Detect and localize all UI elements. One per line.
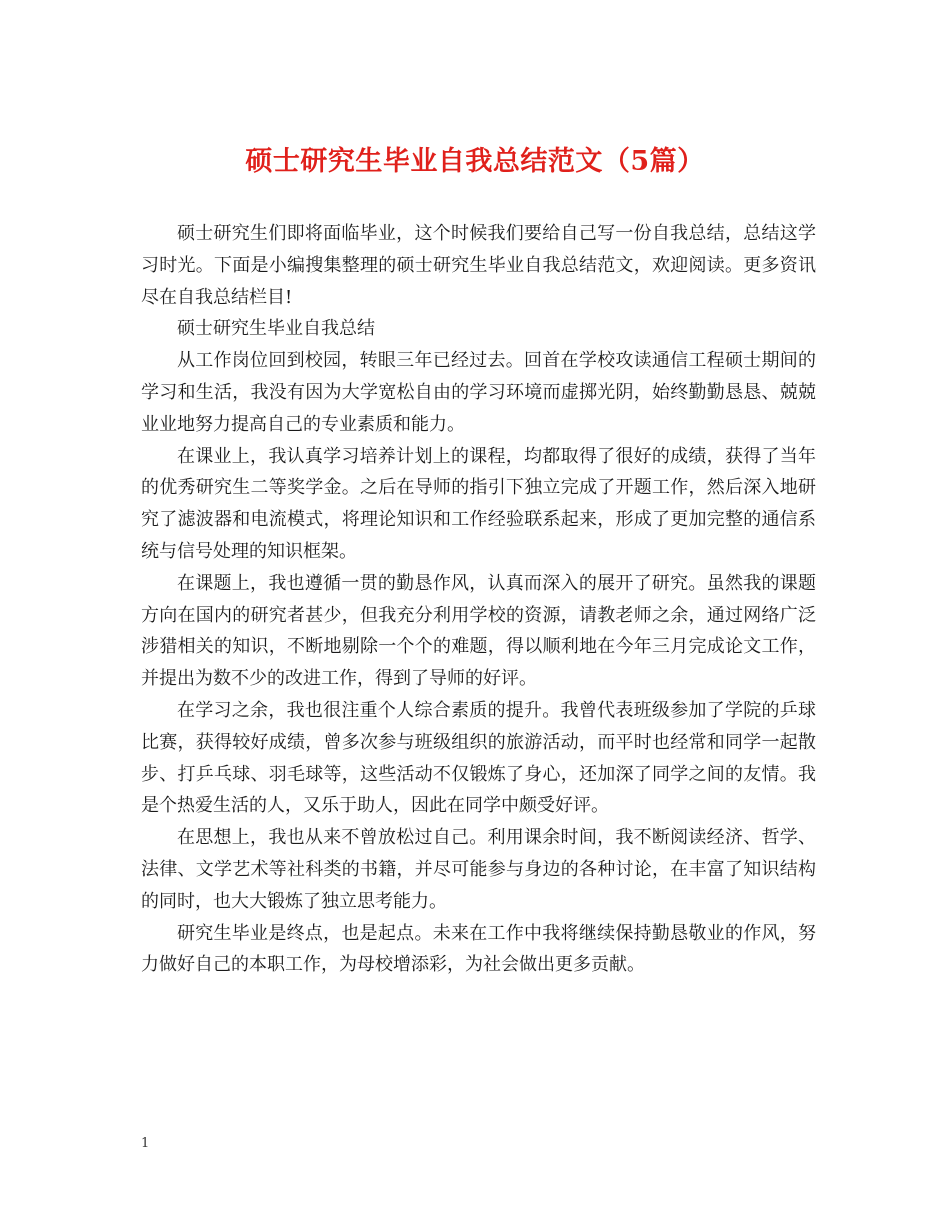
- paragraph: 在课业上，我认真学习培养计划上的课程，均都取得了很好的成绩，获得了当年的优秀研究生二等奖学金。之后在导师的指引下独立完成了开题工作，然后深入地研究了滤波器和电流模式，将理论知识和工作经验联系起来，形成了更加完整的通信系统与信号处理的知识框架。: [141, 445, 816, 562]
- paragraph-intro: 硕士研究生们即将面临毕业，这个时候我们要给自己写一份自我总结，总结这学习时光。下面是小编搜集整理的硕士研究生毕业自我总结范文，欢迎阅读。更多资讯尽在自我总结栏目!: [141, 223, 816, 308]
- document-title: 硕士研究生毕业自我总结范文（5篇）: [245, 146, 705, 177]
- document-body: [141, 218, 816, 981]
- page-number: 1: [141, 1136, 150, 1151]
- paragraph: 研究生毕业是终点，也是起点。未来在工作中我将继续保持勤恳敬业的作风，努力做好自己的本职工作，为母校增添彩，为社会做出更多贡献。: [141, 922, 816, 976]
- section-heading: 硕士研究生毕业自我总结: [177, 318, 375, 340]
- paragraph: 从工作岗位回到校园，转眼三年已经过去。回首在学校攻读通信工程硕士期间的学习和生活，我没有因为大学宽松自由的学习环境而虚掷光阴，始终勤勤恳恳、兢兢业业地努力提高自己的专业素质和能力。: [141, 350, 816, 435]
- paragraph: 在课题上，我也遵循一贯的勤恳作风，认真而深入的展开了研究。虽然我的课题方向在国内的研究者甚少，但我充分利用学校的资源，请教老师之余，通过网络广泛涉猎相关的知识，不断地剔除一个个的难题，得以顺利地在今年三月完成论文工作，并提出为数不少的改进工作，得到了导师的好评。: [141, 572, 816, 690]
- paragraph: 在学习之余，我也很注重个人综合素质的提升。我曾代表班级参加了学院的乒球比赛，获得较好成绩，曾多次参与班级组织的旅游活动，而平时也经常和同学一起散步、打乒乓球、羽毛球等，这些活动不仅锻炼了身心，还加深了同学之间的友情。我是个热爱生活的人，又乐于助人，因此在同学中颇受好评。: [141, 699, 816, 817]
- paragraph: 在思想上，我也从来不曾放松过自己。利用课余时间，我不断阅读经济、哲学、法律、文学艺术等社科类的书籍，并尽可能参与身边的各种讨论，在丰富了知识结构的同时，也大大锻炼了独立思考能力。: [141, 827, 816, 912]
